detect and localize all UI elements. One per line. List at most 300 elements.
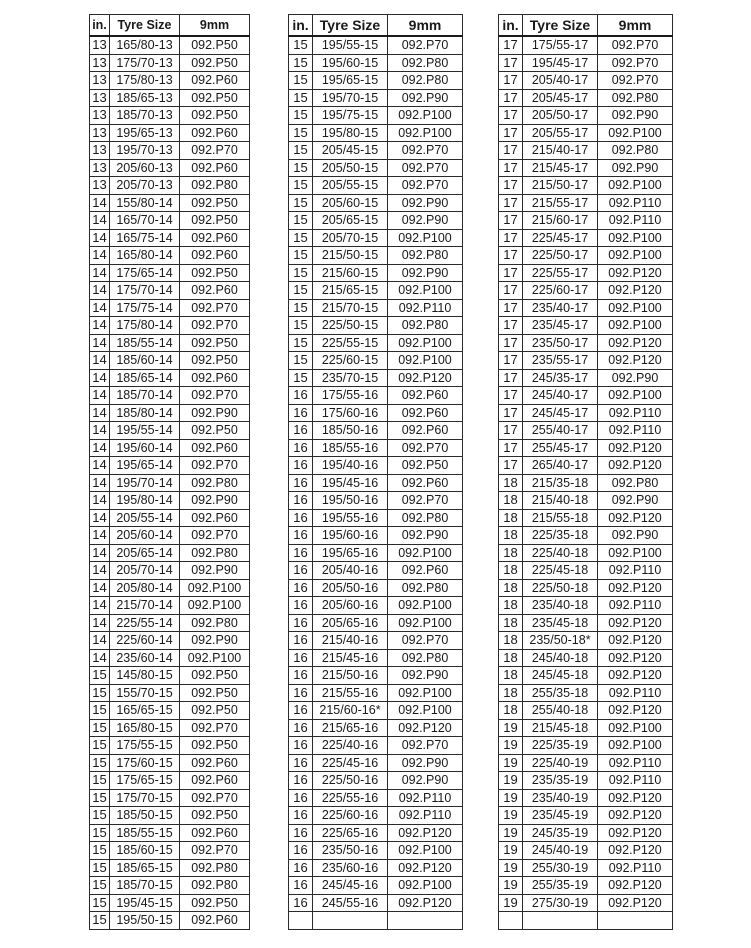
rim-inch-cell: 14 (90, 334, 110, 352)
table-row (499, 352, 673, 370)
rim-inch-cell: 15 (289, 229, 313, 247)
tyre-size-cell: 245/45-16 (313, 877, 388, 895)
rim-inch-cell: 17 (499, 422, 523, 440)
table-row (90, 877, 250, 895)
table-row (90, 299, 250, 317)
code-9mm-cell: 092.P120 (388, 824, 463, 842)
code-9mm-cell: 092.P90 (180, 404, 250, 422)
code-9mm-cell: 092.P120 (388, 719, 463, 737)
code-9mm-cell: 092.P110 (388, 807, 463, 825)
code-9mm-cell: 092.P110 (388, 299, 463, 317)
rim-inch-cell: 17 (499, 229, 523, 247)
rim-inch-cell: 17 (499, 159, 523, 177)
rim-inch-cell: 17 (499, 212, 523, 230)
table-row (90, 439, 250, 457)
rim-inch-cell: 16 (289, 422, 313, 440)
table-row (90, 124, 250, 142)
tyre-size-cell: 195/55-14 (110, 422, 180, 440)
rim-inch-cell: 15 (289, 352, 313, 370)
rim-inch-cell: 13 (90, 36, 110, 54)
tyre-size-cell: 205/45-17 (523, 89, 598, 107)
table-row (90, 107, 250, 125)
rim-inch-cell: 14 (90, 457, 110, 475)
code-9mm-cell: 092.P120 (598, 789, 673, 807)
rim-inch-cell: 18 (499, 474, 523, 492)
tyre-size-cell: 225/50-17 (523, 247, 598, 265)
rim-inch-cell: 14 (90, 264, 110, 282)
rim-inch-cell: 14 (90, 352, 110, 370)
code-9mm-cell: 092.P80 (180, 177, 250, 195)
tyre-size-cell: 225/55-14 (110, 614, 180, 632)
rim-inch-cell: 16 (289, 807, 313, 825)
table-row (289, 457, 463, 475)
table-row (289, 474, 463, 492)
rim-inch-cell: 14 (90, 212, 110, 230)
tyre-size-cell: 195/60-16 (313, 527, 388, 545)
rim-inch-cell: 14 (90, 544, 110, 562)
rim-inch-cell: 15 (90, 824, 110, 842)
table-row (289, 282, 463, 300)
tyre-size-cell: 225/60-16 (313, 807, 388, 825)
table-row (499, 264, 673, 282)
tyre-size-cell: 225/45-16 (313, 754, 388, 772)
table-row (499, 842, 673, 860)
code-9mm-cell: 092.P120 (598, 649, 673, 667)
code-9mm-cell: 092.P60 (388, 562, 463, 580)
code-9mm-cell: 092.P100 (388, 702, 463, 720)
table-row (90, 597, 250, 615)
table-row (499, 142, 673, 160)
code-9mm-cell: 092.P100 (388, 124, 463, 142)
table-row (499, 649, 673, 667)
tyre-size-cell: 225/45-17 (523, 229, 598, 247)
code-9mm-cell: 092.P50 (180, 212, 250, 230)
code-9mm-cell: 092.P80 (388, 579, 463, 597)
table-row (289, 439, 463, 457)
rim-inch-cell: 16 (289, 649, 313, 667)
table-row (90, 754, 250, 772)
tyre-size-cell: 245/55-16 (313, 894, 388, 912)
code-9mm-cell (598, 912, 673, 930)
rim-inch-cell: 19 (499, 824, 523, 842)
table-row (90, 492, 250, 510)
table-row (289, 124, 463, 142)
tyre-size-cell: 235/50-18* (523, 632, 598, 650)
code-9mm-cell: 092.P110 (388, 789, 463, 807)
rim-inch-cell: 16 (289, 579, 313, 597)
tyre-size-cell: 215/50-17 (523, 177, 598, 195)
rim-inch-cell: 14 (90, 509, 110, 527)
rim-inch-cell: 14 (90, 492, 110, 510)
table-row (499, 719, 673, 737)
tyre-size-cell: 215/60-17 (523, 212, 598, 230)
tyre-size-cell: 205/70-15 (313, 229, 388, 247)
rim-inch-cell: 16 (289, 789, 313, 807)
code-9mm-cell: 092.P110 (598, 684, 673, 702)
table-row (289, 877, 463, 895)
tyre-size-cell: 235/50-16 (313, 842, 388, 860)
rim-inch-cell: 16 (289, 894, 313, 912)
tyre-size-cell: 205/55-17 (523, 124, 598, 142)
header-9mm: 9mm (180, 15, 250, 37)
rim-inch-cell: 14 (90, 527, 110, 545)
table-row (289, 702, 463, 720)
code-9mm-cell: 092.P120 (598, 842, 673, 860)
code-9mm-cell: 092.P120 (598, 439, 673, 457)
table-row (90, 142, 250, 160)
table-row (289, 194, 463, 212)
table-row (289, 667, 463, 685)
rim-inch-cell: 16 (289, 877, 313, 895)
tyre-size-cell: 235/45-18 (523, 614, 598, 632)
tyre-size-cell: 205/60-15 (313, 194, 388, 212)
code-9mm-cell: 092.P90 (388, 667, 463, 685)
table-row (499, 737, 673, 755)
code-9mm-cell: 092.P120 (598, 824, 673, 842)
table-row (499, 562, 673, 580)
rim-inch-cell: 14 (90, 194, 110, 212)
table-row (289, 387, 463, 405)
rim-inch-cell: 16 (289, 667, 313, 685)
table-row (499, 772, 673, 790)
tyre-size-cell: 215/45-16 (313, 649, 388, 667)
code-9mm-cell: 092.P50 (388, 457, 463, 475)
table-row (90, 89, 250, 107)
rim-inch-cell: 15 (90, 667, 110, 685)
rim-inch-cell: 15 (289, 334, 313, 352)
code-9mm-cell: 092.P70 (180, 527, 250, 545)
table-row (289, 334, 463, 352)
rim-inch-cell: 15 (90, 877, 110, 895)
rim-inch-cell: 15 (90, 807, 110, 825)
rim-inch-cell: 14 (90, 229, 110, 247)
tyre-size-cell: 205/50-15 (313, 159, 388, 177)
rim-inch-cell: 15 (289, 142, 313, 160)
rim-inch-cell: 14 (90, 614, 110, 632)
code-9mm-cell: 092.P80 (180, 614, 250, 632)
code-9mm-cell: 092.P100 (598, 124, 673, 142)
table-row (499, 807, 673, 825)
table-row (289, 614, 463, 632)
rim-inch-cell: 18 (499, 579, 523, 597)
rim-inch-cell: 14 (90, 422, 110, 440)
tyre-size-cell: 165/65-15 (110, 702, 180, 720)
tyre-size-cell: 215/55-17 (523, 194, 598, 212)
tyre-size-cell: 215/35-18 (523, 474, 598, 492)
rim-inch-cell: 16 (289, 562, 313, 580)
tyre-size-cell: 235/40-19 (523, 789, 598, 807)
tyre-size-cell: 195/70-15 (313, 89, 388, 107)
table-row (289, 159, 463, 177)
tyre-size-cell: 205/45-15 (313, 142, 388, 160)
tyre-size-cell: 145/80-15 (110, 667, 180, 685)
table-row (289, 772, 463, 790)
rim-inch-cell: 15 (289, 54, 313, 72)
code-9mm-cell: 092.P110 (598, 212, 673, 230)
code-9mm-cell: 092.P70 (180, 457, 250, 475)
tyre-size-cell: 225/60-17 (523, 282, 598, 300)
rim-inch-cell: 13 (90, 159, 110, 177)
rim-inch-cell: 13 (90, 107, 110, 125)
code-9mm-cell: 092.P60 (388, 387, 463, 405)
tyre-size-cell: 245/45-18 (523, 667, 598, 685)
table-row (499, 544, 673, 562)
code-9mm-cell: 092.P70 (388, 36, 463, 54)
tyre-size-cell: 185/55-15 (110, 824, 180, 842)
rim-inch-cell: 19 (499, 772, 523, 790)
rim-inch-cell: 15 (90, 719, 110, 737)
tyre-size-cell: 225/50-18 (523, 579, 598, 597)
code-9mm-cell: 092.P120 (598, 352, 673, 370)
code-9mm-cell: 092.P100 (598, 737, 673, 755)
rim-inch-cell: 18 (499, 702, 523, 720)
table-row (289, 229, 463, 247)
rim-inch-cell: 15 (289, 282, 313, 300)
code-9mm-cell: 092.P120 (598, 457, 673, 475)
tyre-size-cell: 225/55-17 (523, 264, 598, 282)
table-row (499, 387, 673, 405)
rim-inch-cell: 14 (90, 649, 110, 667)
table-row (289, 597, 463, 615)
rim-inch-cell: 19 (499, 754, 523, 772)
tyre-size-cell: 205/65-16 (313, 614, 388, 632)
code-9mm-cell: 092.P100 (598, 387, 673, 405)
rim-inch-cell: 17 (499, 264, 523, 282)
code-9mm-cell: 092.P70 (388, 159, 463, 177)
tyre-size-cell: 165/80-14 (110, 247, 180, 265)
code-9mm-cell: 092.P100 (598, 247, 673, 265)
rim-inch-cell: 14 (90, 369, 110, 387)
table-row (499, 667, 673, 685)
tyre-size-cell: 195/50-15 (110, 912, 180, 930)
table-row (90, 474, 250, 492)
tyre-size-cell: 195/45-15 (110, 894, 180, 912)
code-9mm-cell: 092.P50 (180, 54, 250, 72)
rim-inch-cell: 14 (90, 282, 110, 300)
tyre-size-cell: 225/35-18 (523, 527, 598, 545)
table-row (499, 212, 673, 230)
tyre-size-cell: 205/70-13 (110, 177, 180, 195)
table-row (90, 159, 250, 177)
table-row (289, 54, 463, 72)
table-row (90, 842, 250, 860)
code-9mm-cell: 092.P80 (598, 474, 673, 492)
tyre-size-cell: 215/55-18 (523, 509, 598, 527)
code-9mm-cell: 092.P120 (598, 894, 673, 912)
tyre-size-cell: 205/55-15 (313, 177, 388, 195)
code-9mm-cell: 092.P110 (598, 772, 673, 790)
tyre-size-cell: 185/55-14 (110, 334, 180, 352)
table-row (289, 737, 463, 755)
table-row (499, 439, 673, 457)
table-row (90, 632, 250, 650)
tyre-size-cell: 215/70-15 (313, 299, 388, 317)
table-row (289, 527, 463, 545)
code-9mm-cell: 092.P50 (180, 667, 250, 685)
tyre-size-cell: 205/55-14 (110, 509, 180, 527)
code-9mm-cell: 092.P50 (180, 89, 250, 107)
code-9mm-cell: 092.P80 (598, 89, 673, 107)
table-row (499, 597, 673, 615)
code-9mm-cell: 092.P110 (598, 422, 673, 440)
rim-inch-cell: 18 (499, 527, 523, 545)
rim-inch-cell (499, 912, 523, 930)
rim-inch-cell: 17 (499, 142, 523, 160)
tyre-size-cell: 225/60-14 (110, 632, 180, 650)
code-9mm-cell: 092.P100 (388, 597, 463, 615)
table-row (289, 89, 463, 107)
tyre-size-cell: 235/45-19 (523, 807, 598, 825)
tyre-size-cell: 275/30-19 (523, 894, 598, 912)
code-9mm-cell: 092.P70 (180, 317, 250, 335)
tyre-size-cell: 185/70-14 (110, 387, 180, 405)
code-9mm-cell: 092.P100 (388, 877, 463, 895)
tyre-size-cell: 195/65-14 (110, 457, 180, 475)
rim-inch-cell: 13 (90, 177, 110, 195)
rim-inch-cell: 19 (499, 842, 523, 860)
tyre-size-cell: 195/50-16 (313, 492, 388, 510)
table-row (90, 194, 250, 212)
tyre-size-cell: 175/60-15 (110, 754, 180, 772)
rim-inch-cell: 15 (90, 772, 110, 790)
rim-inch-cell: 13 (90, 72, 110, 90)
tyre-size-cell: 205/50-16 (313, 579, 388, 597)
table-row (289, 684, 463, 702)
rim-inch-cell: 16 (289, 684, 313, 702)
rim-inch-cell: 14 (90, 439, 110, 457)
code-9mm-cell: 092.P90 (598, 527, 673, 545)
header-inch: in. (289, 15, 313, 37)
rim-inch-cell: 16 (289, 387, 313, 405)
table-row (289, 719, 463, 737)
table-row (499, 54, 673, 72)
table-row (499, 107, 673, 125)
table-row (499, 177, 673, 195)
code-9mm-cell: 092.P60 (388, 422, 463, 440)
header-tyre-size: Tyre Size (110, 15, 180, 37)
tyre-size-cell: 215/60-15 (313, 264, 388, 282)
code-9mm-cell: 092.P50 (180, 422, 250, 440)
rim-inch-cell: 14 (90, 474, 110, 492)
rim-inch-cell: 16 (289, 824, 313, 842)
code-9mm-cell: 092.P50 (180, 807, 250, 825)
code-9mm-cell: 092.P50 (180, 194, 250, 212)
tyre-size-cell: 255/45-17 (523, 439, 598, 457)
table-row (499, 194, 673, 212)
code-9mm-cell: 092.P80 (388, 247, 463, 265)
tyre-size-cell: 185/65-13 (110, 89, 180, 107)
rim-inch-cell: 15 (90, 754, 110, 772)
code-9mm-cell: 092.P70 (180, 142, 250, 160)
code-9mm-cell: 092.P80 (598, 142, 673, 160)
code-9mm-cell: 092.P80 (180, 474, 250, 492)
tyre-size-cell: 235/45-17 (523, 317, 598, 335)
tyre-size-cell: 195/60-15 (313, 54, 388, 72)
rim-inch-cell: 14 (90, 579, 110, 597)
tyre-size-cell: 185/80-14 (110, 404, 180, 422)
tyre-size-cell: 245/40-17 (523, 387, 598, 405)
code-9mm-cell: 092.P90 (598, 159, 673, 177)
rim-inch-cell: 18 (499, 492, 523, 510)
rim-inch-cell: 16 (289, 632, 313, 650)
tyre-size-cell: 225/50-15 (313, 317, 388, 335)
table-row (90, 544, 250, 562)
table-row (90, 282, 250, 300)
tyre-size-cell: 205/80-14 (110, 579, 180, 597)
rim-inch-cell: 15 (90, 912, 110, 930)
rim-inch-cell: 19 (499, 859, 523, 877)
tyre-size-cell: 195/70-14 (110, 474, 180, 492)
table-row (499, 36, 673, 54)
table-row (289, 247, 463, 265)
rim-inch-cell: 16 (289, 474, 313, 492)
tyre-size-cell: 225/55-16 (313, 789, 388, 807)
tyre-size-cell: 205/65-15 (313, 212, 388, 230)
rim-inch-cell: 16 (289, 702, 313, 720)
rim-inch-cell: 17 (499, 194, 523, 212)
table-row (90, 36, 250, 54)
table-row (289, 142, 463, 160)
tyre-size-cell: 195/65-16 (313, 544, 388, 562)
rim-inch-cell: 15 (289, 177, 313, 195)
rim-inch-cell: 18 (499, 562, 523, 580)
rim-inch-cell: 15 (90, 894, 110, 912)
tyre-size-cell: 205/65-14 (110, 544, 180, 562)
rim-inch-cell: 18 (499, 544, 523, 562)
tyre-size-cell: 195/65-15 (313, 72, 388, 90)
tyre-size-cell: 215/60-16* (313, 702, 388, 720)
code-9mm-cell: 092.P90 (388, 772, 463, 790)
code-9mm-cell: 092.P100 (388, 107, 463, 125)
tyre-size-cell: 255/40-18 (523, 702, 598, 720)
rim-inch-cell: 16 (289, 719, 313, 737)
table-row (499, 282, 673, 300)
tyre-size-cell: 235/70-15 (313, 369, 388, 387)
header-9mm: 9mm (388, 15, 463, 37)
rim-inch-cell: 14 (90, 632, 110, 650)
code-9mm-cell: 092.P100 (598, 719, 673, 737)
code-9mm-cell: 092.P110 (598, 754, 673, 772)
code-9mm-cell: 092.P100 (388, 684, 463, 702)
tyre-size-cell: 215/65-15 (313, 282, 388, 300)
code-9mm-cell: 092.P70 (388, 177, 463, 195)
table-row (499, 422, 673, 440)
rim-inch-cell: 15 (289, 212, 313, 230)
table-row (90, 807, 250, 825)
rim-inch-cell: 16 (289, 859, 313, 877)
tyre-size-cell: 235/60-14 (110, 649, 180, 667)
table-row (90, 614, 250, 632)
tyre-size-cell: 205/40-17 (523, 72, 598, 90)
rim-inch-cell: 17 (499, 387, 523, 405)
rim-inch-cell: 17 (499, 72, 523, 90)
tyre-size-cell: 215/50-15 (313, 247, 388, 265)
rim-inch-cell: 15 (289, 317, 313, 335)
table-row (289, 299, 463, 317)
tyre-size-cell: 255/40-17 (523, 422, 598, 440)
code-9mm-cell: 092.P70 (388, 492, 463, 510)
code-9mm-cell: 092.P100 (598, 544, 673, 562)
table-row (289, 107, 463, 125)
code-9mm-cell: 092.P70 (598, 54, 673, 72)
code-9mm-cell: 092.P60 (180, 772, 250, 790)
code-9mm-cell: 092.P60 (180, 282, 250, 300)
code-9mm-cell: 092.P100 (598, 229, 673, 247)
rim-inch-cell: 17 (499, 439, 523, 457)
rim-inch-cell: 13 (90, 124, 110, 142)
rim-inch-cell: 17 (499, 369, 523, 387)
rim-inch-cell: 15 (90, 737, 110, 755)
